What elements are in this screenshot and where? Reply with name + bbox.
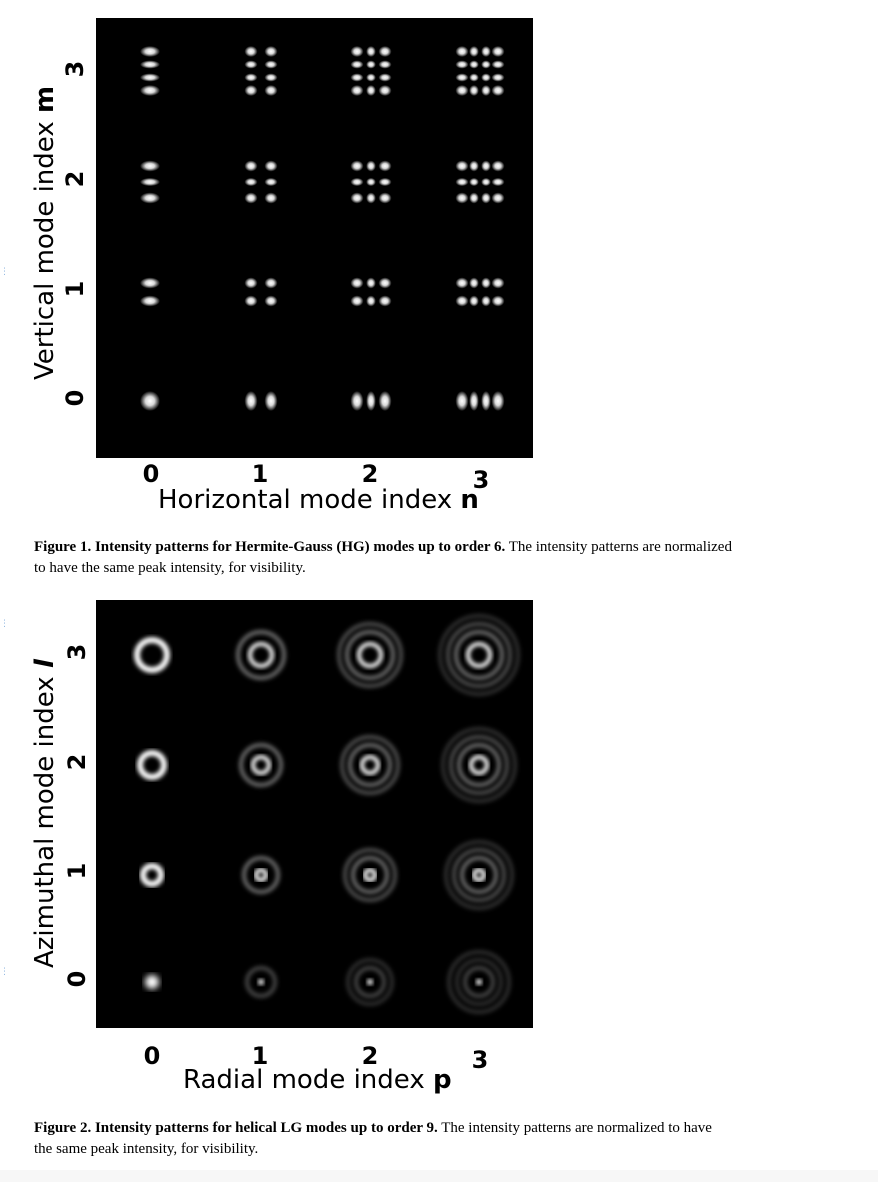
x-axis-label-text: Horizontal mode index (158, 485, 461, 515)
y-tick-0: 0 (61, 389, 89, 407)
lg-mode-pattern (345, 850, 395, 900)
hg-mode-lobe (265, 278, 278, 289)
hg-mode-lobe (379, 85, 392, 96)
x-axis-label (183, 1065, 452, 1095)
hg-mode-lobe (366, 296, 376, 307)
x-tick-3: 3 (471, 1046, 489, 1074)
hg-mode-lobe (351, 161, 364, 172)
hg-mode-lobe (469, 296, 479, 307)
lg-mode-pattern (238, 632, 284, 678)
hg-mode-lobe (351, 391, 364, 411)
hg-mode-lobe (481, 391, 491, 411)
hg-mode-lobe (366, 178, 376, 186)
y-axis-label (30, 86, 60, 380)
figure-1-caption (34, 537, 734, 579)
figure-1 (0, 0, 878, 576)
hg-mode-lobe (265, 161, 278, 172)
lg-mode-pattern (443, 729, 515, 801)
hg-mode-lobe (379, 296, 392, 307)
x-tick-0: 0 (142, 460, 160, 488)
hg-mode-lobe (245, 46, 258, 57)
lg-main-ring (365, 870, 375, 880)
hg-mode-lobe (140, 161, 160, 172)
hg-mode-lobe (140, 178, 160, 186)
hg-mode-lobe (265, 85, 278, 96)
hg-mode-lobe (140, 296, 160, 307)
lg-outer-ring (440, 616, 518, 694)
hg-mode-lobe (245, 161, 258, 172)
hg-mode-lobe (366, 60, 376, 68)
hg-mode-lobe (140, 278, 160, 289)
lg-mode-pattern (339, 624, 401, 686)
hg-modes-image (96, 18, 533, 458)
hg-mode-lobe (456, 178, 469, 186)
lg-mode-pattern (137, 640, 167, 670)
hg-mode-lobe (245, 85, 258, 96)
hg-mode-lobe (481, 296, 491, 307)
hg-mode-lobe (379, 193, 392, 204)
hg-mode-lobe (481, 161, 491, 172)
hg-mode-lobe (351, 73, 364, 81)
lg-main-ring (140, 753, 164, 777)
hg-mode-lobe (140, 85, 160, 96)
hg-mode-lobe (140, 60, 160, 68)
hg-mode-lobe (481, 46, 491, 57)
x-axis-symbol: p (432, 1065, 452, 1095)
hg-mode-lobe (481, 85, 491, 96)
lg-main-ring (359, 644, 381, 666)
hg-mode-lobe (245, 178, 258, 186)
hg-mode-lobe (469, 391, 479, 411)
y-tick-0: 0 (63, 970, 91, 988)
lg-outer-ring (241, 745, 281, 785)
lg-mode-pattern (247, 968, 275, 996)
lg-mode-pattern (446, 842, 512, 908)
x-tick-2: 2 (361, 1042, 379, 1070)
hg-mode-lobe (140, 73, 160, 81)
margin-mark: ⋮ (0, 619, 9, 629)
hg-mode-lobe (469, 278, 479, 289)
hg-mode-lobe (245, 73, 258, 81)
hg-mode-lobe (469, 73, 479, 81)
lg-center-spot (367, 979, 373, 985)
margin-mark: ⋮ (0, 267, 9, 277)
hg-mode-lobe (469, 193, 479, 204)
hg-mode-lobe (492, 46, 505, 57)
hg-mode-lobe (351, 46, 364, 57)
x-tick-0: 0 (143, 1042, 161, 1070)
hg-mode-lobe (351, 178, 364, 186)
hg-mode-lobe (456, 296, 469, 307)
hg-mode-lobe (492, 85, 505, 96)
lg-modes-plot (96, 600, 533, 1028)
lg-main-ring (471, 757, 487, 773)
hg-mode-lobe (379, 73, 392, 81)
hg-mode-lobe (245, 193, 258, 204)
hg-mode-lobe (492, 278, 505, 289)
lg-outer-ring (244, 858, 278, 892)
figure-1-caption-title: Figure 1. Intensity patterns for Hermite-Gauss (HG) modes up to order 6. (34, 539, 506, 555)
hg-mode-lobe (379, 60, 392, 68)
hg-mode-lobe (456, 73, 469, 81)
hg-mode-lobe (456, 161, 469, 172)
hg-mode-lobe (481, 178, 491, 186)
hg-mode-lobe (245, 391, 258, 411)
hg-mode-lobe (456, 60, 469, 68)
hg-mode-lobe (456, 85, 469, 96)
lg-center-spot (145, 975, 159, 989)
lg-modes-image (96, 600, 533, 1028)
hg-mode-lobe (366, 73, 376, 81)
lg-outer-ring (238, 632, 284, 678)
hg-mode-lobe (379, 178, 392, 186)
hg-mode-lobe (366, 193, 376, 204)
hg-mode-lobe (456, 46, 469, 57)
hg-mode-lobe (469, 85, 479, 96)
x-tick-1: 1 (251, 460, 269, 488)
y-tick-3: 3 (63, 643, 91, 661)
lg-outer-ring (443, 729, 515, 801)
lg-outer-ring (462, 858, 496, 892)
hg-mode-lobe (351, 278, 364, 289)
hg-mode-lobe (265, 178, 278, 186)
figure-2-caption-body: The intensity patterns are normalized to have the same peak intensity, for visibility. (34, 1120, 712, 1157)
hg-mode-lobe (351, 60, 364, 68)
y-tick-1: 1 (63, 862, 91, 880)
hg-mode-lobe (366, 278, 376, 289)
hg-mode-lobe (366, 46, 376, 57)
lg-mode-pattern (145, 975, 159, 989)
hg-mode-lobe (492, 60, 505, 68)
hg-mode-lobe (379, 46, 392, 57)
lg-main-ring (137, 640, 167, 670)
lg-outer-ring (353, 858, 387, 892)
hg-mode-lobe (456, 391, 469, 411)
x-tick-1: 1 (251, 1042, 269, 1070)
y-axis-label-text: Vertical mode index (30, 113, 60, 380)
lg-mode-pattern (449, 952, 509, 1012)
lg-outer-ring (456, 632, 502, 678)
hg-mode-lobe (492, 73, 505, 81)
hg-mode-lobe (366, 85, 376, 96)
hg-mode-lobe (379, 391, 392, 411)
page-footer-strip (0, 1170, 878, 1182)
hg-mode-lobe (140, 193, 160, 204)
hg-mode-lobe (140, 391, 160, 411)
lg-main-ring (468, 644, 490, 666)
x-tick-3: 3 (472, 466, 490, 494)
hg-mode-lobe (481, 193, 491, 204)
lg-main-ring (362, 757, 378, 773)
x-axis-label (158, 485, 479, 515)
y-axis-symbol: m (30, 85, 60, 114)
hg-mode-lobe (379, 278, 392, 289)
hg-mode-lobe (351, 296, 364, 307)
hg-mode-lobe (245, 296, 258, 307)
y-axis-label-text: Azimuthal mode index (30, 668, 60, 968)
lg-outer-ring (459, 745, 499, 785)
hg-mode-lobe (265, 73, 278, 81)
figure-2 (0, 590, 878, 1157)
hg-mode-lobe (469, 161, 479, 172)
hg-mode-lobe (351, 85, 364, 96)
y-axis-label (30, 659, 60, 968)
lg-main-ring (474, 870, 484, 880)
lg-mode-pattern (140, 753, 164, 777)
hg-mode-lobe (481, 60, 491, 68)
hg-mode-lobe (469, 178, 479, 186)
margin-mark: ⋮ (0, 967, 9, 977)
y-axis-symbol: l (30, 659, 60, 669)
lg-outer-ring (347, 632, 393, 678)
hg-mode-lobe (265, 391, 278, 411)
hg-mode-lobe (469, 46, 479, 57)
hg-mode-lobe (245, 60, 258, 68)
hg-mode-lobe (492, 178, 505, 186)
hg-mode-lobe (492, 296, 505, 307)
lg-center-spot (476, 979, 482, 985)
hg-mode-lobe (492, 391, 505, 411)
hg-mode-lobe (469, 60, 479, 68)
lg-main-ring (256, 870, 266, 880)
hg-mode-lobe (245, 278, 258, 289)
hg-modes-plot (96, 18, 533, 458)
hg-mode-lobe (456, 193, 469, 204)
lg-main-ring (253, 757, 269, 773)
hg-mode-lobe (265, 193, 278, 204)
hg-mode-lobe (366, 391, 376, 411)
hg-mode-lobe (265, 46, 278, 57)
y-tick-2: 2 (63, 753, 91, 771)
x-tick-2: 2 (361, 460, 379, 488)
hg-mode-lobe (265, 296, 278, 307)
x-axis-symbol: n (460, 485, 479, 515)
x-axis-label-text: Radial mode index (183, 1065, 433, 1095)
hg-mode-lobe (366, 161, 376, 172)
lg-mode-pattern (348, 960, 392, 1004)
y-tick-2: 2 (61, 170, 89, 188)
lg-mode-pattern (241, 745, 281, 785)
lg-mode-pattern (440, 616, 518, 694)
hg-mode-lobe (140, 46, 160, 57)
hg-mode-lobe (492, 161, 505, 172)
lg-mode-pattern (244, 858, 278, 892)
hg-mode-lobe (265, 60, 278, 68)
y-tick-1: 1 (61, 280, 89, 298)
figure-1-caption-body: The intensity patterns are normalized to have the same peak intensity, for visibility. (34, 539, 732, 576)
lg-main-ring (143, 866, 161, 884)
lg-mode-pattern (342, 737, 398, 793)
hg-mode-lobe (379, 161, 392, 172)
lg-center-spot (258, 979, 264, 985)
lg-main-ring (250, 644, 272, 666)
lg-mode-pattern (143, 866, 161, 884)
hg-mode-lobe (481, 278, 491, 289)
y-tick-3: 3 (61, 60, 89, 78)
hg-mode-lobe (456, 278, 469, 289)
hg-mode-lobe (351, 193, 364, 204)
lg-outer-ring (350, 745, 390, 785)
hg-mode-lobe (481, 73, 491, 81)
hg-mode-lobe (492, 193, 505, 204)
figure-2-caption-title: Figure 2. Intensity patterns for helical LG modes up to order 9. (34, 1120, 438, 1136)
figure-2-caption (34, 1118, 734, 1160)
